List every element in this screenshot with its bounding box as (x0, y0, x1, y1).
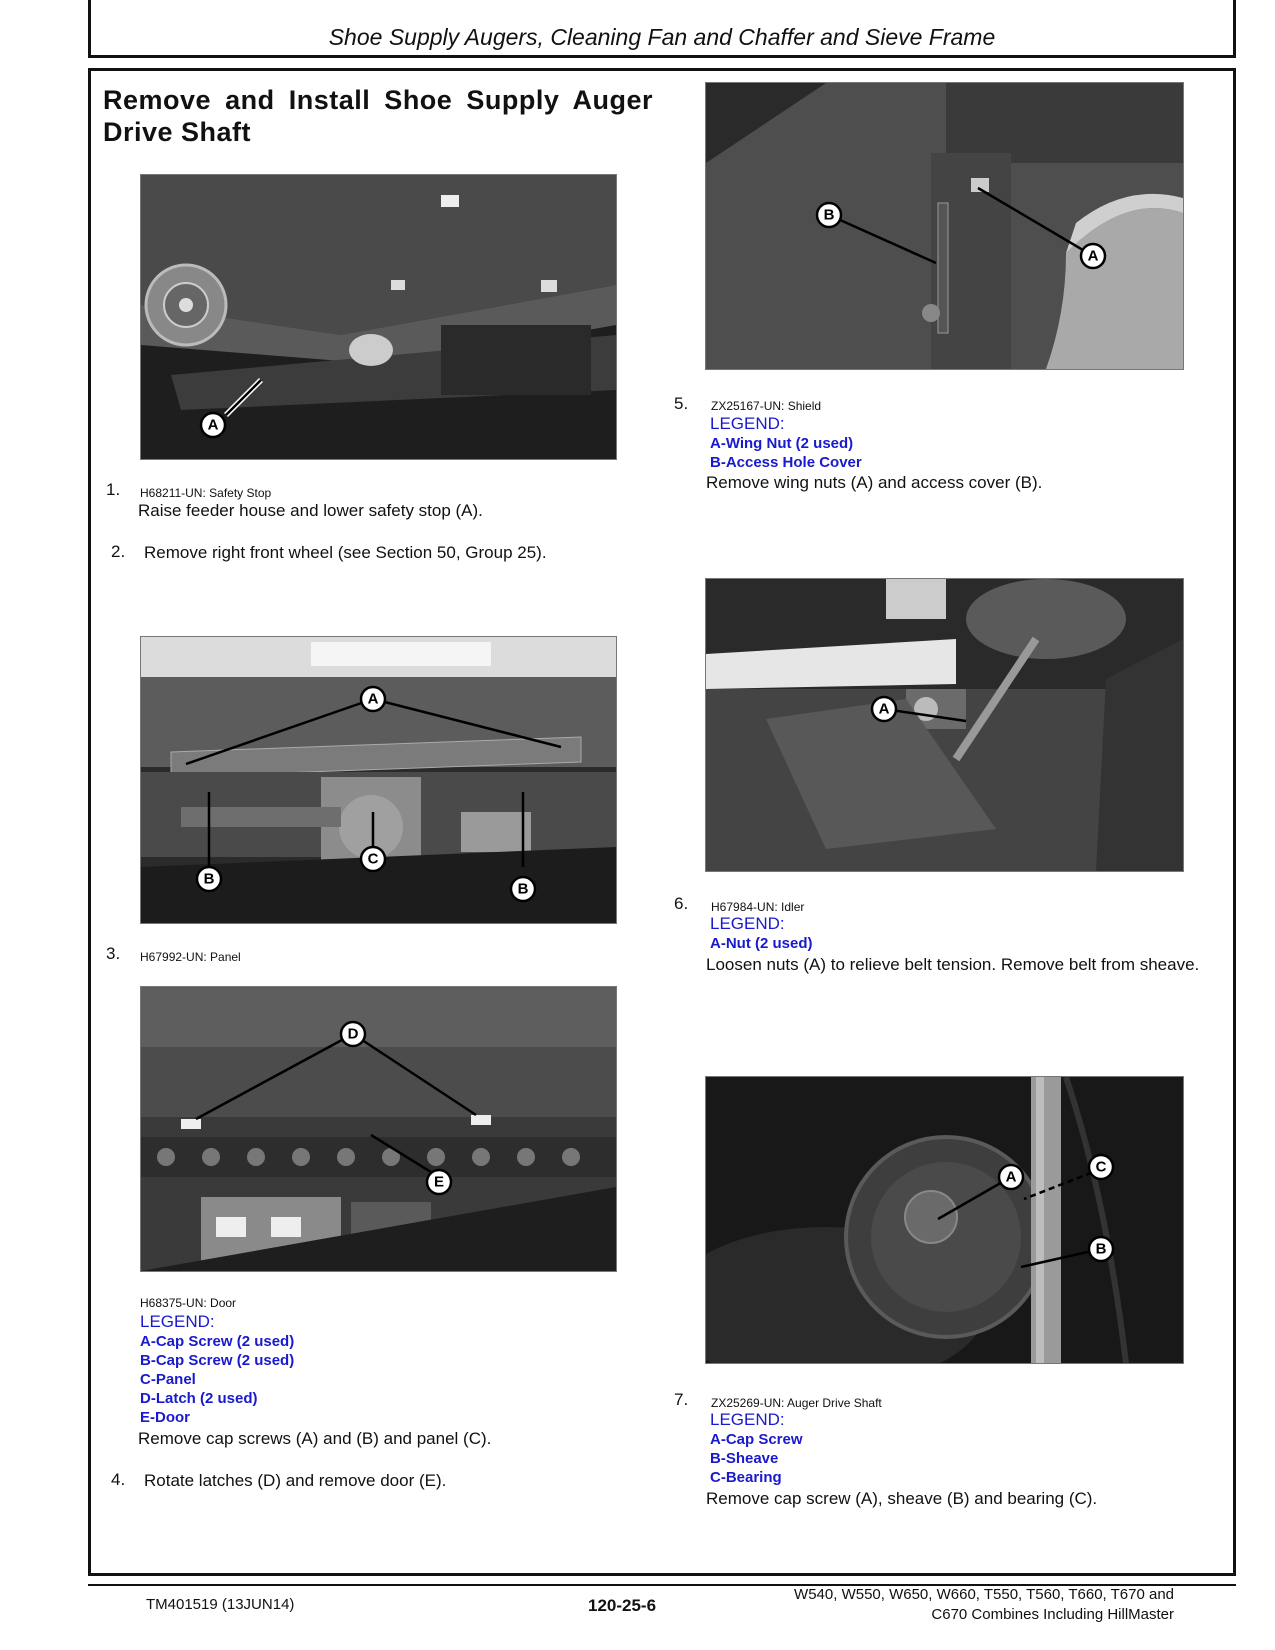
callout-b-right (511, 877, 535, 901)
door-legend-item: B-Cap Screw (2 used) (140, 1352, 295, 1369)
svg-text:D: D (347, 1025, 359, 1043)
photo-panel (140, 636, 617, 924)
svg-text:A: A (367, 690, 379, 708)
step-5-text: Remove wing nuts (A) and access cover (B). (706, 473, 1043, 492)
photo-safety-stop (140, 174, 617, 460)
page-title: Remove and Install Shoe Supply Auger Drive Shaft (103, 85, 653, 147)
step-7-legend-title: LEGEND: (710, 1410, 785, 1429)
step-5-legend-item: A-Wing Nut (2 used) (710, 435, 854, 452)
svg-text:C: C (1095, 1158, 1107, 1176)
footer-models-line-1: W540, W550, W650, W660, T550, T560, T660, T670 and (794, 1586, 1174, 1603)
footer-models-line-2: C670 Combines Including HillMaster (931, 1606, 1174, 1623)
step-6-caption: H67984-UN: Idler (711, 900, 805, 914)
callout-e (427, 1170, 451, 1194)
step-5-legend-title: LEGEND: (710, 414, 785, 433)
photo-idler (705, 578, 1184, 872)
step-7-legend-item: C-Bearing (710, 1469, 782, 1486)
step-6-number: 6. (674, 894, 689, 913)
callout-b (1089, 1237, 1113, 1261)
footer-doc-id: TM401519 (13JUN14) (146, 1596, 295, 1613)
callout-a (999, 1165, 1023, 1189)
step-1-text: Raise feeder house and lower safety stop (A). (138, 501, 483, 520)
door-legend-item: D-Latch (2 used) (140, 1390, 258, 1407)
door-text: Remove cap screws (A) and (B) and panel (C). (138, 1429, 492, 1448)
door-legend-title: LEGEND: (140, 1312, 215, 1331)
step-6-legend-item: A-Nut (2 used) (710, 935, 813, 952)
step-1-caption: H68211-UN: Safety Stop (140, 486, 272, 500)
step-7-number: 7. (674, 1390, 689, 1409)
photo-door (140, 986, 617, 1272)
svg-text:C: C (367, 850, 379, 868)
step-5-legend-item: B-Access Hole Cover (710, 454, 862, 471)
step-4-number: 4. (111, 1470, 126, 1489)
callout-a (1081, 244, 1105, 268)
callout-c (1089, 1155, 1113, 1179)
door-legend-item: C-Panel (140, 1371, 196, 1388)
svg-text:A: A (1087, 247, 1099, 265)
svg-text:B: B (823, 206, 835, 224)
step-1-number: 1. (106, 480, 121, 499)
callout-a (872, 697, 896, 721)
photo-auger-drive-shaft (705, 1076, 1184, 1364)
step-3-caption: H67992-UN: Panel (140, 950, 241, 964)
step-6-text: Loosen nuts (A) to relieve belt tension. Remove belt from sheave. (706, 955, 1200, 974)
svg-text:E: E (433, 1173, 445, 1191)
step-7-caption: ZX25269-UN: Auger Drive Shaft (711, 1396, 882, 1410)
svg-text:A: A (878, 700, 890, 718)
svg-text:A: A (1005, 1168, 1017, 1186)
door-legend-item: E-Door (140, 1409, 190, 1426)
door-legend-item: A-Cap Screw (2 used) (140, 1333, 295, 1350)
step-2-text: Remove right front wheel (see Section 50, Group 25). (144, 543, 547, 562)
svg-text:B: B (1095, 1240, 1107, 1258)
running-header (88, 0, 1236, 58)
svg-text:B: B (517, 880, 529, 898)
step-5-caption: ZX25167-UN: Shield (711, 399, 822, 413)
step-7-text: Remove cap screw (A), sheave (B) and bearing (C). (706, 1489, 1098, 1508)
step-4-text: Rotate latches (D) and remove door (E). (144, 1471, 447, 1490)
door-caption: H68375-UN: Door (140, 1296, 237, 1310)
callout-d (341, 1022, 365, 1046)
step-6-legend-title: LEGEND: (710, 914, 785, 933)
callout-b-left (197, 867, 221, 891)
svg-text:A: A (207, 416, 219, 434)
step-7-legend-item: B-Sheave (710, 1450, 779, 1467)
callout-a (361, 687, 385, 711)
callout-a (201, 413, 225, 437)
step-3-number: 3. (106, 944, 121, 963)
svg-text:B: B (203, 870, 215, 888)
callout-c (361, 847, 385, 871)
page-number: 120-25-6 (588, 1596, 657, 1615)
step-7-legend-item: A-Cap Screw (710, 1431, 803, 1448)
photo-shield (705, 82, 1184, 370)
callout-b (817, 203, 841, 227)
section-title: Shoe Supply Augers, Cleaning Fan and Chaffer and Sieve Frame (328, 24, 996, 50)
step-5-number: 5. (674, 394, 689, 413)
step-2-number: 2. (111, 542, 126, 561)
